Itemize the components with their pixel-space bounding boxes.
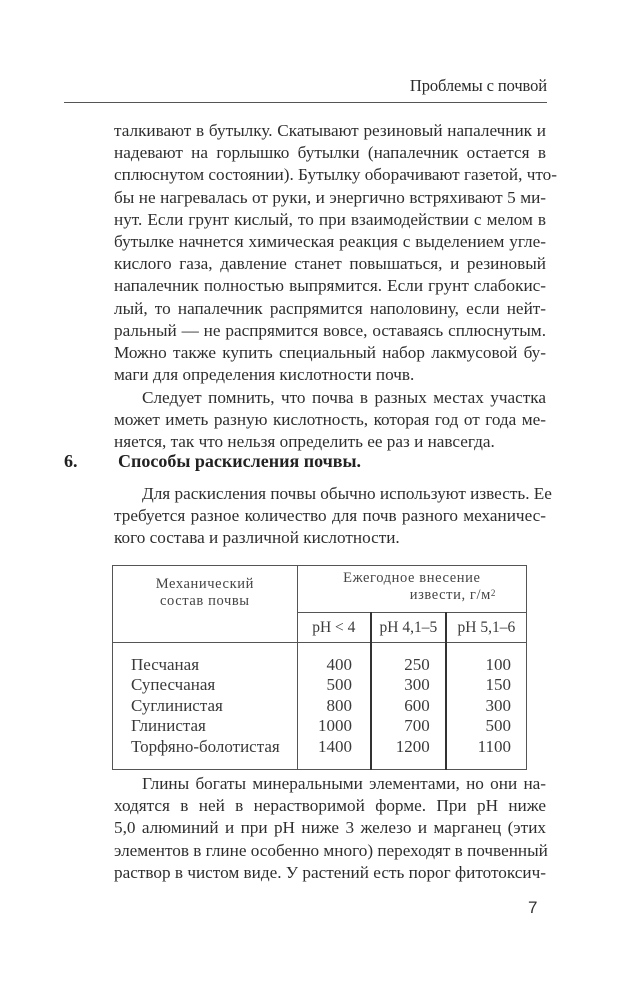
soil-type-column [113,643,298,770]
section-title: Способы раскисления почвы. [118,451,362,471]
text-line: бутылке начнется химическая реакция с выделением угле- [114,232,546,252]
text-line: кислого газа, давление станет повышаться, и резиновый [114,254,546,274]
text-line: бы не нагревалась от руки, и энергично встряхивают 5 ми- [114,187,546,207]
paragraph-3 [114,483,552,550]
text-line: элементов в глине особенно много) переходят в почвенный [114,840,548,860]
text-line: сплюснутом состоянии). Бутылку оборачивают газетой, что- [114,165,557,185]
table-header-ph-col-2: pH 4,1–5 [371,613,446,643]
running-head: Проблемы с почвой [409,76,547,95]
text-line: ральный — не распрямится вовсе, оставаясь сплюснутым. [114,320,546,340]
text-line: маги для определения кислотности почв. [114,365,415,385]
text-line: няется, так что нельзя определить ее раз и навсегда. [114,432,495,452]
value-cell: 100 [485,655,511,674]
text-line: Следует помнить, что почва в разных местах участка [142,388,546,407]
page-number: 7 [528,898,538,917]
value-cell: 1100 [477,736,511,756]
text-line: напалечник полностью выпрямится. Если грунт слабокис- [114,276,546,296]
text-line: требуется разное количество для почв разного механичес- [114,506,546,526]
soil-type-cell: Глинистая [131,716,206,736]
value-cell: 1200 [395,736,430,756]
text-line: кого состава и различной кислотности. [114,528,400,548]
value-cell: 1400 [317,736,352,756]
value-cell: 800 [326,695,352,715]
text-line: надевают на горлышко бутылки (напалечник остается в [114,143,546,163]
text-line: нут. Если грунт кислый, то при взаимодействии с мелом в [114,209,546,229]
ph-col-1-values [297,643,371,770]
value-cell: 700 [404,716,430,736]
value-cell: 300 [404,675,430,695]
header-text: извести, г/м [409,587,491,603]
header-text: Ежегодное внесение [343,570,481,586]
text-line: Глины богаты минеральными элементами, но они на- [142,774,546,793]
text-line: лый, то напалечник распрямится наполовину, если нейт- [114,298,546,318]
table-header-ph-col-3: pH 5,1–6 [446,613,527,643]
soil-type-cell: Песчаная [131,655,200,674]
value-cell: 1000 [317,716,352,736]
section-number: 6. [64,451,78,471]
table-header-lime-rate [297,566,526,613]
text-line: ходятся в ней в нерастворимой форме. При pH ниже [114,796,546,816]
value-cell: 500 [326,675,352,695]
lime-application-table [112,565,527,770]
header-unit [298,587,526,604]
header-text: Механический [155,576,254,592]
soil-type-cell: Супесчаная [131,675,216,695]
ph-col-2-values [371,643,446,770]
value-cell: 600 [404,695,430,715]
section-heading [64,451,361,472]
value-cell: 150 [485,675,511,695]
running-head-rule [64,102,547,103]
table-body [113,643,527,770]
value-cell: 250 [404,655,430,674]
paragraph-2 [114,387,546,454]
text-line: раствор в чистом виде. У растений есть порог фитотоксич- [114,862,546,882]
paragraph-4 [114,773,546,884]
unit-superscript: 2 [490,588,496,598]
soil-type-cell: Торфяно-болотистая [131,736,280,756]
text-line: Для раскисления почвы обычно используют известь. Ее [142,484,552,503]
table-header-soil [113,566,298,643]
ph-col-3-values [446,643,527,770]
value-cell: 500 [485,716,511,736]
text-line: может иметь разную кислотность, которая год от года ме- [114,410,546,430]
value-cell: 400 [326,655,352,674]
value-cell: 300 [485,695,511,715]
text-line: 5,0 алюминий и при pH ниже 3 железо и марганец (этих [114,818,546,838]
table-header-ph-col-1: pH < 4 [297,613,371,643]
paragraph-1 [114,120,557,386]
text-line: талкивают в бутылку. Скатывают резиновый напалечник и [114,121,546,140]
header-text: состав почвы [160,593,250,609]
text-line: Можно также купить специальный набор лакмусовой бу- [114,343,546,363]
soil-type-cell: Суглинистая [131,695,223,715]
